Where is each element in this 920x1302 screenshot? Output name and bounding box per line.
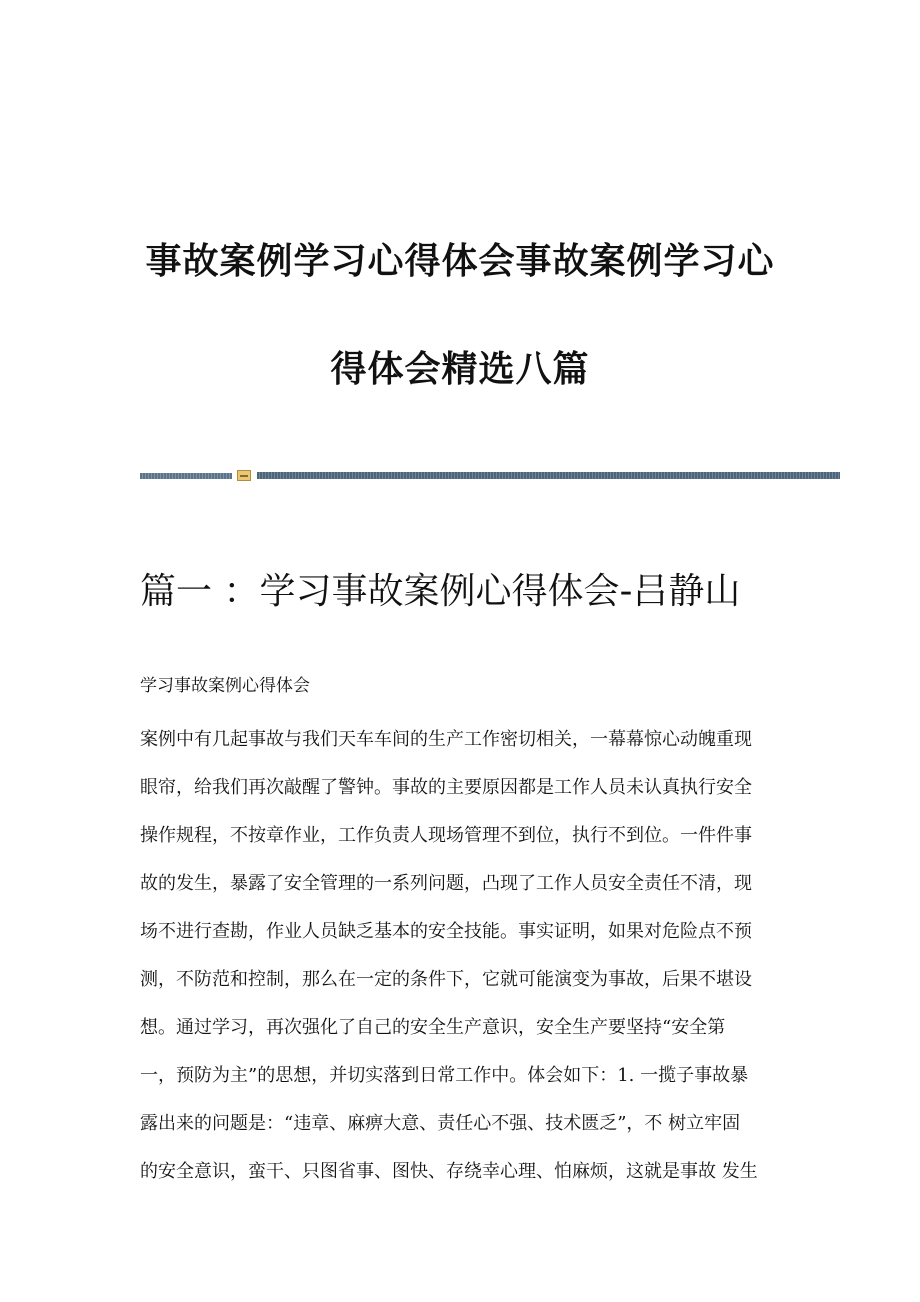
body-line: 案例中有几起事故与我们天车车间的生产工作密切相关，一幕幕惊心动魄重现 <box>140 729 752 750</box>
body-line: 故的发生，暴露了安全管理的一系列问题，凸现了工作人员安全责任不清，现 <box>140 873 752 894</box>
article-subtitle: 学习事故案例心得体会 <box>140 676 310 696</box>
body-line: 操作规程，不按章作业，工作负责人现场管理不到位，执行不到位。一件件事 <box>140 825 752 846</box>
body-line: 一，预防为主”的思想，并切实落到日常工作中。体会如下：1. 一揽子事故暴 <box>140 1065 749 1086</box>
body-line: 的安全意识，蛮干、只图省事、图快、存绕幸心理、怕麻烦，这就是事故 发生 <box>140 1161 758 1182</box>
body-line: 测，不防范和控制，那么在一定的条件下，它就可能演变为事故，后果不堪设 <box>140 969 752 990</box>
body-line: 露出来的问题是：“违章、麻痹大意、责任心不强、技术匮乏”，不 树立牢固 <box>140 1113 741 1134</box>
article-body <box>140 720 780 1200</box>
document-title-line-2: 得体会精选八篇 <box>330 349 590 390</box>
section-heading: 篇一 ：学习事故案例心得体会-吕静山 <box>140 571 741 612</box>
body-line: 想。通过学习，再次强化了自己的安全生产意识，安全生产要坚持“安全第 <box>140 1017 726 1038</box>
divider-bar-right <box>257 472 840 479</box>
body-line: 眼帘，给我们再次敲醒了警钟。事故的主要原因都是工作人员未认真执行安全 <box>140 777 752 798</box>
document-title-line-1: 事故案例学习心得体会事故案例学习心 <box>145 241 775 282</box>
decorative-divider <box>140 470 840 482</box>
divider-bar-left <box>140 473 232 479</box>
document-title <box>140 208 780 424</box>
body-line: 场不进行查勘，作业人员缺乏基本的安全技能。事实证明，如果对危险点不预 <box>140 921 752 942</box>
divider-ornament-icon <box>237 470 251 481</box>
